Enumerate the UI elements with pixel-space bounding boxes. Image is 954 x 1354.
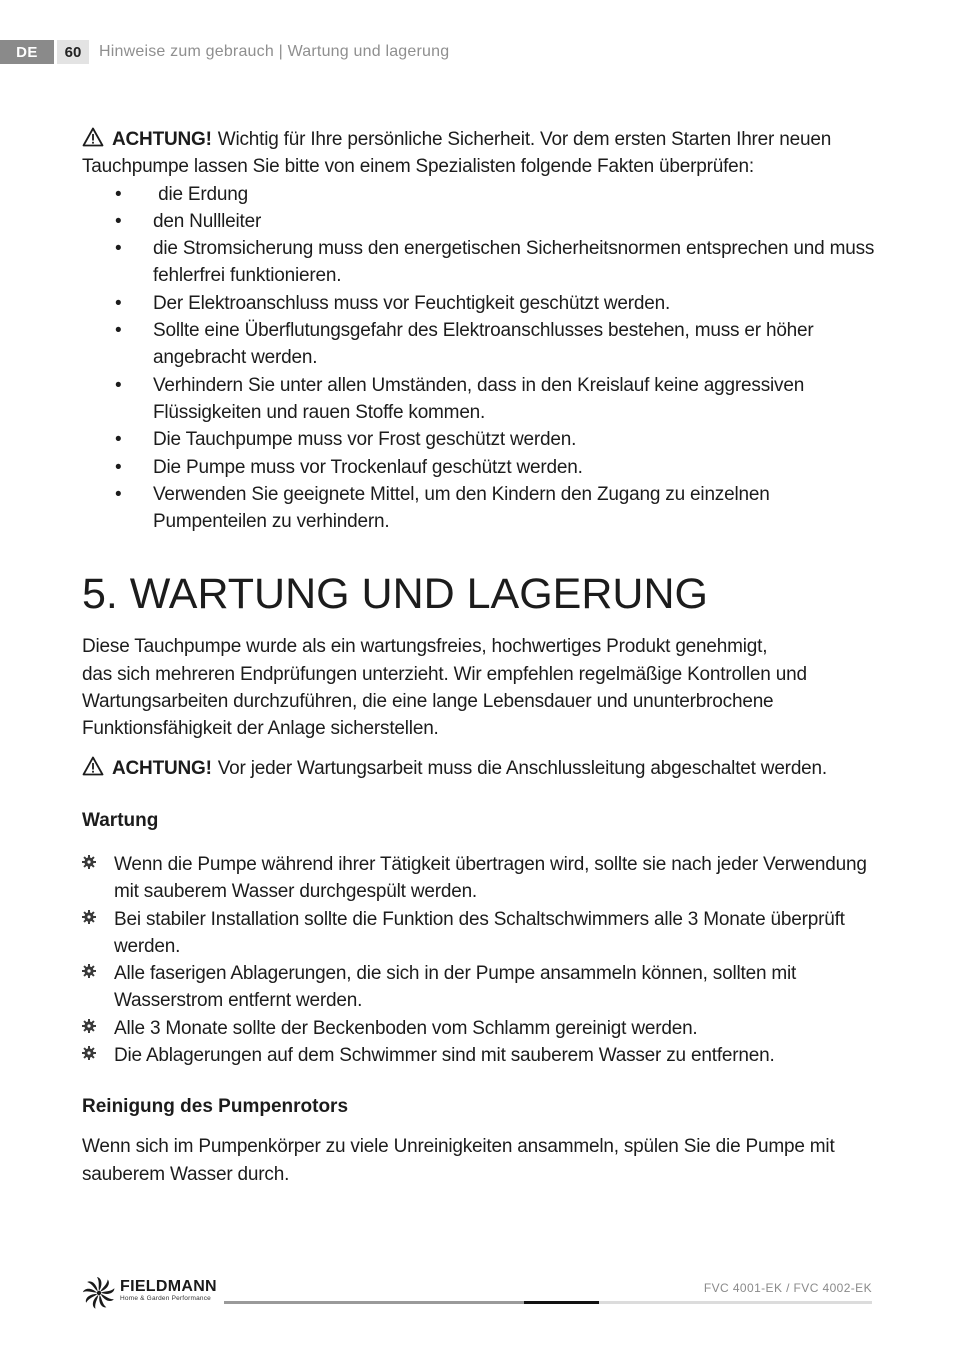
bullet: • — [115, 238, 122, 260]
warning-text: Vor jeder Wartungsarbeit muss die Anschlussleitung abgeschaltet werden. — [217, 757, 827, 779]
footer-rule-gray — [224, 1301, 524, 1304]
page-header — [0, 40, 449, 64]
bullet: • — [115, 374, 122, 396]
list-item: Alle 3 Monate sollte der Beckenboden vom Schlamm gereinigt werden. — [82, 1015, 882, 1042]
intro-paragraph: Diese Tauchpumpe wurde als ein wartungsfreies, hochwertiges Produkt genehmigt, das sich mehreren Endprüfungen unterzieht. Wir empfehlen regelmäßige Kontrollen und Wartungsarbeiten durchzuführen, die eine lange Lebensdauer und ununterbrochene Funktionsfähigkeit der Anlage sicherstellen. — [82, 636, 807, 740]
bullet: • — [115, 429, 122, 451]
list-item: Alle faserigen Ablagerungen, die sich in der Pumpe ansammeln können, sollten mit Wasserstrom entfernt werden. — [82, 960, 882, 1015]
section-title: 5. WARTUNG UND LAGERUNG — [82, 570, 708, 619]
list-item: • die Erdung — [82, 181, 882, 208]
gear-bullet-icon — [82, 1046, 96, 1060]
subheading-wartung: Wartung — [82, 809, 159, 831]
list-item: • Der Elektroanschluss muss vor Feuchtigkeit geschützt werden. — [82, 290, 882, 317]
list-item: Bei stabiler Installation sollte die Funktion des Schaltschwimmers alle 3 Monate überprüft werden. — [82, 906, 882, 961]
list-item: • Sollte eine Überflutungsgefahr des Elektroanschlusses bestehen, muss er höher angebracht werden. — [82, 317, 882, 372]
warning-paragraph — [82, 126, 882, 181]
bullet: • — [115, 483, 122, 505]
footer-rule-light — [599, 1301, 872, 1304]
checklist — [82, 181, 882, 536]
warning-triangle-icon — [82, 756, 104, 776]
list-item: • Verhindern Sie unter allen Umständen, dass in den Kreislauf keine aggressiven Flüssigkeiten und rauen Stoffe kommen. — [82, 372, 882, 427]
list-item: Wenn die Pumpe während ihrer Tätigkeit übertragen wird, sollte sie nach jeder Verwendung mit sauberem Wasser durchgespült werden. — [82, 851, 882, 906]
language-badge: DE — [0, 40, 54, 64]
maintenance-list — [82, 851, 882, 1069]
warning-text: Wichtig für Ihre persönliche Sicherheit. Vor dem ersten Starten Ihrer neuen Tauchpumpe lassen Sie bitte von einem Spezialisten folgende Fakten überprüfen: — [82, 129, 832, 178]
bullet: • — [115, 210, 122, 232]
gear-bullet-icon — [82, 964, 96, 978]
page-content — [82, 126, 882, 1188]
bullet: • — [115, 292, 122, 314]
gear-bullet-icon — [82, 910, 96, 924]
warning-label: ACHTUNG! — [112, 757, 212, 779]
list-item: • Die Tauchpumpe muss vor Frost geschützt werden. — [82, 426, 882, 453]
header-title: Hinweise zum gebrauch | Wartung und lagerung — [99, 43, 450, 60]
list-item: • die Stromsicherung muss den energetischen Sicherheitsnormen entsprechen und muss fehlerfrei funktionieren. — [82, 235, 882, 290]
footer-rule-dark — [524, 1301, 599, 1304]
bullet: • — [115, 183, 122, 205]
gear-bullet-icon — [82, 1019, 96, 1033]
list-item: Die Ablagerungen auf dem Schwimmer sind mit sauberem Wasser zu entfernen. — [82, 1042, 882, 1069]
bullet: • — [115, 320, 122, 342]
brand-name: FIELDMANN — [120, 1278, 217, 1295]
brand-logo — [82, 1276, 217, 1310]
fan-logo-icon — [82, 1276, 116, 1310]
reinigung-paragraph: Wenn sich im Pumpenkörper zu viele Unreinigkeiten ansammeln, spülen Sie die Pumpe mit sauberem Wasser durch. — [82, 1136, 835, 1185]
list-item: • Verwenden Sie geeignete Mittel, um den Kindern den Zugang zu einzelnen Pumpenteilen zu verhindern. — [82, 481, 882, 536]
page-number: 60 — [57, 40, 89, 64]
warning-triangle-icon — [82, 127, 104, 147]
model-number: FVC 4001-EK / FVC 4002-EK — [703, 1281, 872, 1295]
warning-label: ACHTUNG! — [112, 129, 212, 150]
list-item: • Die Pumpe muss vor Trockenlauf geschützt werden. — [82, 454, 882, 481]
subheading-reinigung: Reinigung des Pumpenrotors — [82, 1096, 349, 1118]
gear-bullet-icon — [82, 855, 96, 869]
bullet: • — [115, 456, 122, 478]
brand-tagline: Home & Garden Performance — [120, 1295, 211, 1302]
list-item: • den Nullleiter — [82, 208, 882, 235]
warning-paragraph-2 — [82, 755, 882, 782]
